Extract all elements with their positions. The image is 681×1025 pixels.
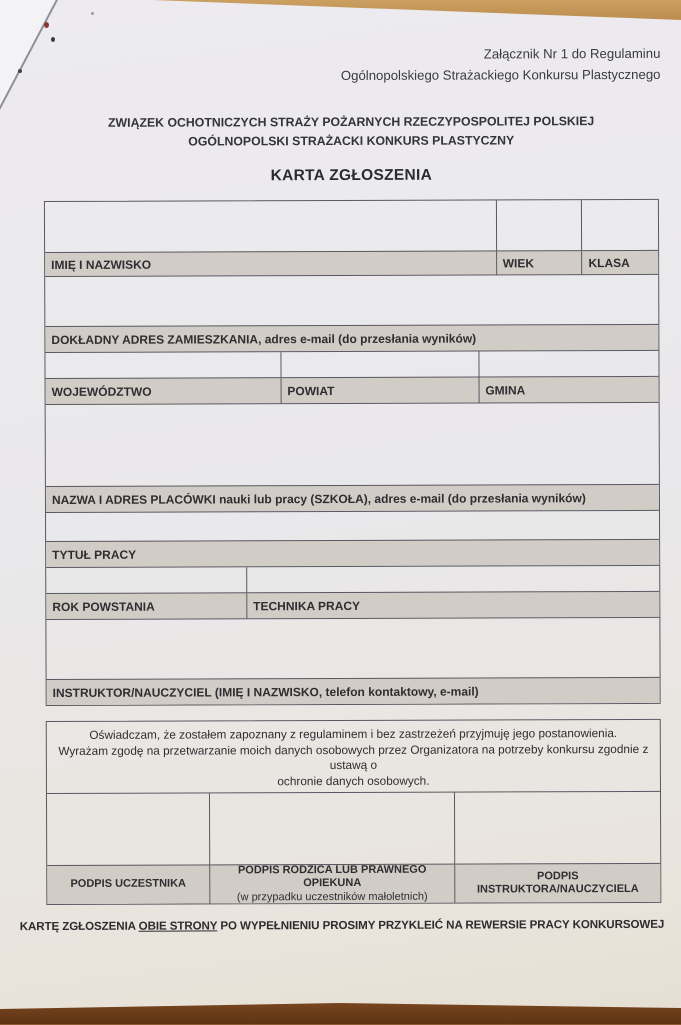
year-label: ROK POWSTANIA bbox=[52, 599, 155, 614]
table-row bbox=[46, 402, 659, 486]
technique-write-area bbox=[246, 566, 659, 592]
table-row bbox=[47, 720, 660, 793]
commune-label: GMINA bbox=[478, 377, 658, 403]
age-label: WIEK bbox=[496, 251, 582, 274]
school-write-area bbox=[46, 403, 659, 486]
table-row bbox=[46, 565, 659, 593]
age-write-area bbox=[495, 200, 581, 250]
declaration-line2: Wyrażam zgodę na przetwarzanie moich danych osobowych przez Organizatora na potrzeby konkursu zgodnie z ustawą o bbox=[58, 741, 649, 773]
table-row bbox=[45, 274, 658, 326]
address-label: DOKŁADNY ADRES ZAMIESZKANIA, adres e-mail (do przesłania wyników) bbox=[51, 331, 477, 347]
declaration-line3: ochronie danych osobowych. bbox=[277, 773, 430, 788]
class-label: KLASA bbox=[581, 251, 658, 274]
attachment-note bbox=[341, 44, 661, 86]
participant-signature-area bbox=[47, 793, 209, 865]
class-write-area bbox=[581, 200, 658, 250]
declaration-text bbox=[47, 720, 660, 793]
instructor-signature-area bbox=[454, 792, 660, 864]
organization-name: ZWIĄZEK OCHOTNICZYCH STRAŻY POŻARNYCH RZECZYPOSPOLITEJ POLSKIEJ bbox=[108, 114, 595, 130]
table-row bbox=[46, 484, 659, 512]
declaration-line1: Oświadczam, że zostałem zapoznany z regulaminem i bez zastrzeżeń przyjmuję jego postanowienia. bbox=[89, 726, 618, 742]
footer-instruction-part2: PO WYPEŁNIENIU PROSIMY PRZYKLEIĆ NA REWERSIE PRACY KONKURSOWEJ bbox=[217, 917, 665, 933]
page-title: KARTA ZGŁOSZENIA bbox=[270, 166, 433, 185]
table-row bbox=[47, 677, 660, 705]
table-row bbox=[47, 863, 660, 904]
work-title-label: TYTUŁ PRACY bbox=[52, 547, 137, 562]
declaration-table bbox=[46, 719, 662, 905]
table-row bbox=[45, 350, 658, 378]
attachment-note-line2: Ogólnopolskiego Strażackiego Konkursu Plastycznego bbox=[340, 66, 661, 83]
instructor-label: INSTRUKTOR/NAUCZYCIEL (IMIĘ I NAZWISKO, telefon kontaktowy, e-mail) bbox=[52, 684, 479, 700]
footer-instruction bbox=[1, 918, 681, 933]
voivodeship-write-area bbox=[45, 352, 280, 378]
school-label: NAZWA I ADRES PLACÓWKI nauki lub pracy (SZKOŁA), adres e-mail (do przesłania wyników) bbox=[51, 490, 586, 507]
parent-signature-label bbox=[209, 865, 454, 904]
county-label: POWIAT bbox=[280, 378, 478, 404]
footer-instruction-underlined: OBIE STRONY bbox=[138, 919, 218, 933]
parent-signature-text: PODPIS RODZICA LUB PRAWNEGO OPIEKUNA bbox=[237, 863, 427, 890]
parent-signature-note: (w przypadku uczestników małoletnich) bbox=[236, 890, 428, 904]
table-row bbox=[45, 200, 658, 252]
table-row bbox=[45, 324, 658, 352]
contest-name: OGÓLNOPOLSKI STRAŻACKI KONKURS PLASTYCZNY bbox=[188, 133, 515, 149]
commune-write-area bbox=[478, 351, 658, 377]
entry-form-table bbox=[44, 199, 661, 706]
year-write-area bbox=[46, 567, 246, 593]
county-write-area bbox=[280, 352, 478, 378]
name-label: IMIĘ I NAZWISKO bbox=[51, 257, 152, 272]
technique-label: TECHNIKA PRACY bbox=[246, 592, 659, 618]
table-row bbox=[46, 510, 659, 541]
table-row bbox=[46, 539, 659, 567]
participant-signature-text: PODPIS UCZESTNIKA bbox=[70, 877, 186, 891]
table-row bbox=[46, 617, 659, 679]
instructor-signature-label bbox=[454, 864, 660, 903]
table-row bbox=[46, 376, 659, 404]
organization-header bbox=[44, 112, 659, 152]
footer-instruction-part1: KARTĘ ZGŁOSZENIA bbox=[19, 919, 139, 934]
table-row bbox=[45, 250, 658, 276]
parent-signature-area bbox=[209, 793, 454, 865]
table-row bbox=[46, 591, 659, 619]
voivodeship-label: WOJEWÓDZTWO bbox=[51, 384, 152, 399]
participant-signature-label bbox=[47, 865, 209, 904]
instructor-signature-text: PODPIS INSTRUKTORA/NAUCZYCIELA bbox=[476, 869, 639, 896]
name-write-area bbox=[45, 200, 496, 252]
work-title-write-area bbox=[46, 511, 659, 541]
table-row bbox=[47, 791, 660, 865]
attachment-note-line1: Załącznik Nr 1 do Regulaminu bbox=[483, 45, 661, 62]
address-write-area bbox=[45, 275, 658, 326]
instructor-write-area bbox=[46, 618, 659, 679]
